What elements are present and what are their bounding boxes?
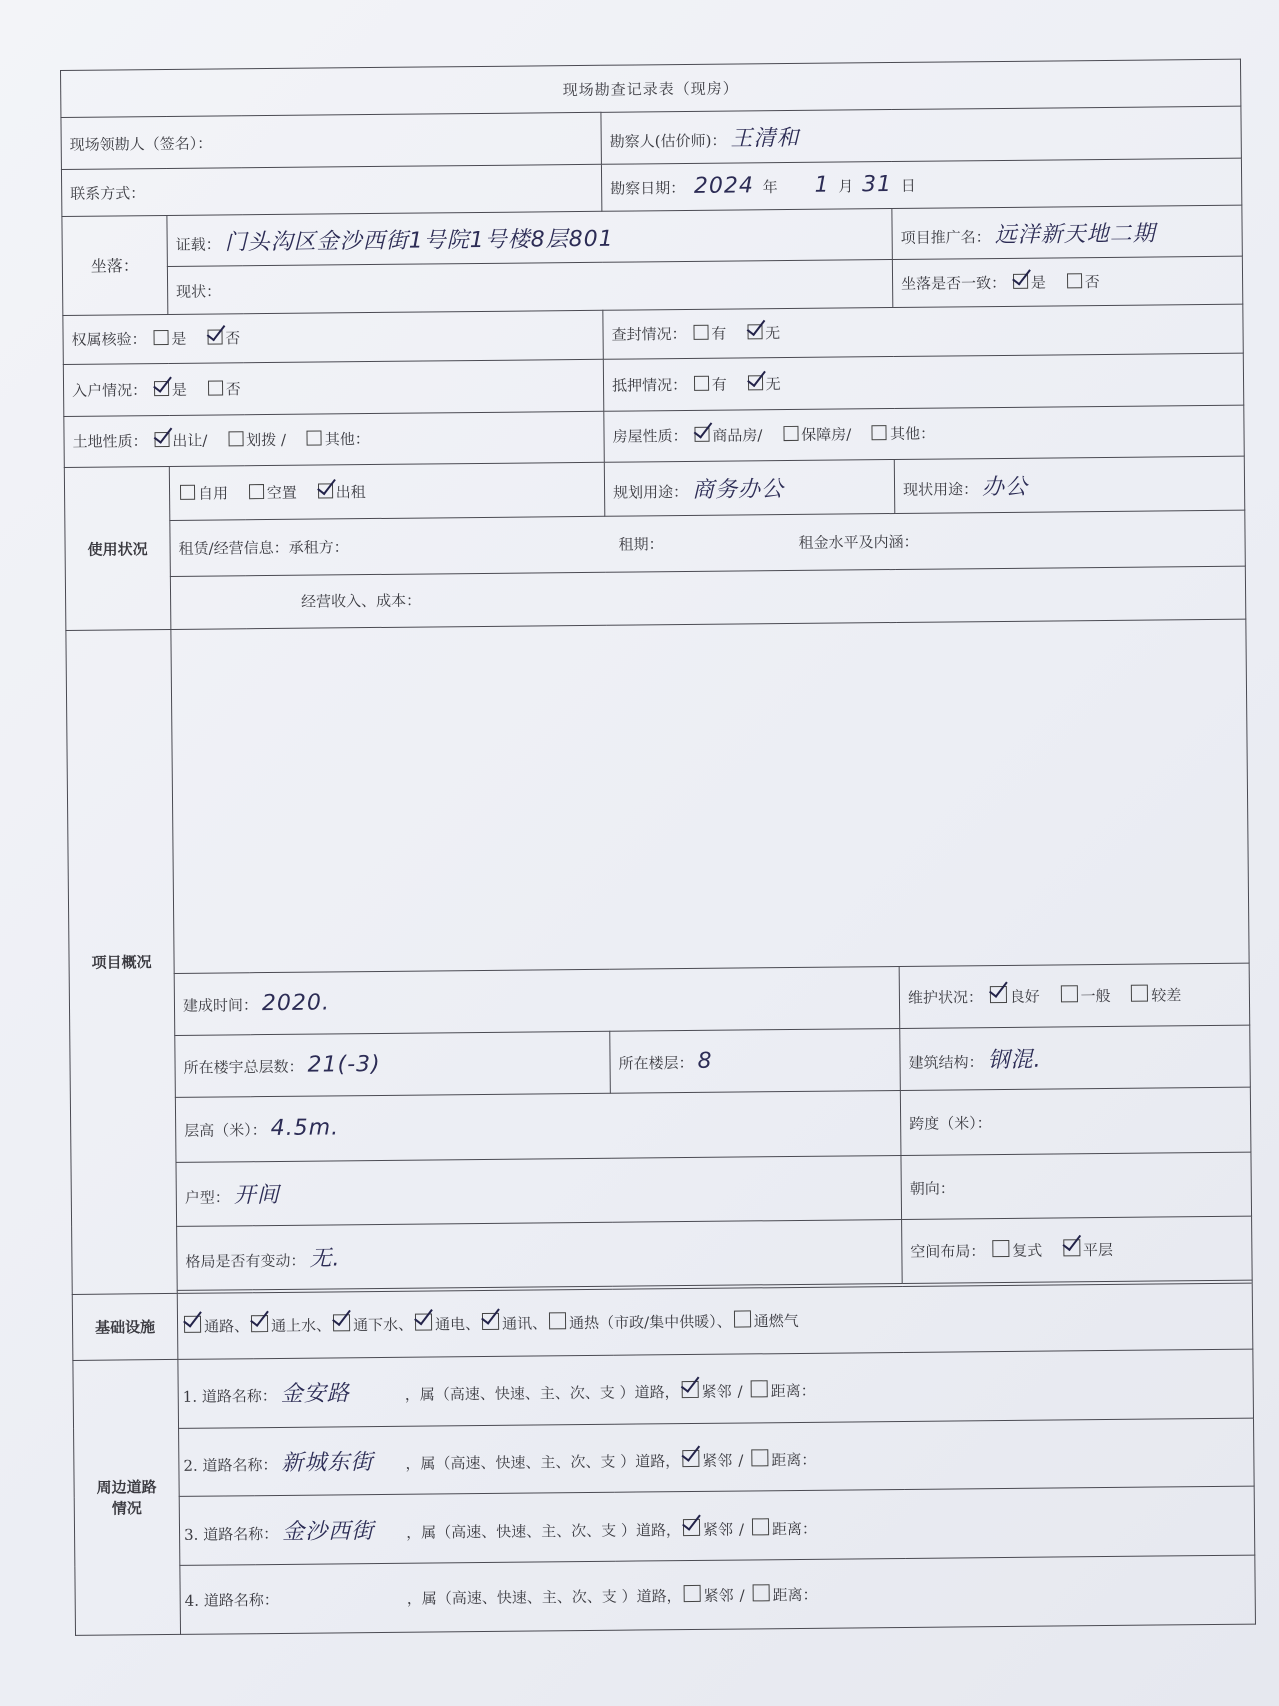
unit-type-label: 户型：	[184, 1188, 230, 1207]
option-label: 出让/	[172, 431, 208, 451]
survey-date-day-unit: 日	[900, 177, 916, 196]
infra-option-power[interactable]	[413, 1315, 480, 1334]
project-head: 项目概况	[66, 630, 177, 1294]
checkbox[interactable]	[549, 1312, 566, 1329]
survey-form-sheet	[60, 59, 1255, 1636]
guide-cell	[61, 113, 601, 170]
option-label: 通燃气	[753, 1311, 799, 1331]
usage-option-rented[interactable]	[316, 481, 366, 502]
layout-change-cell	[177, 1219, 903, 1290]
checkbox[interactable]	[482, 1313, 499, 1330]
adjacent-label: 紧邻	[702, 1520, 734, 1539]
location-consistent-cell	[892, 257, 1242, 308]
location-consistent-label: 坐落是否一致：	[901, 274, 1007, 294]
option-label: 良好	[1009, 987, 1040, 1006]
road-name-value[interactable]	[279, 1603, 407, 1604]
option-label: 自用	[197, 484, 229, 503]
space-layout-label: 空间布局：	[910, 1242, 986, 1262]
option-label: 否	[225, 329, 241, 348]
option-label: 出租	[335, 483, 366, 502]
checkbox[interactable]	[180, 485, 195, 500]
road-row-1	[178, 1349, 1254, 1428]
built-time-cell	[174, 966, 900, 1035]
road-grade-text: ，属（高速、快速、主、次、支 ）道路，	[406, 1520, 682, 1542]
built-time-value[interactable]: 2020.	[261, 990, 331, 1016]
checkbox[interactable]	[990, 986, 1007, 1003]
option-label: 通讯、	[502, 1314, 548, 1333]
ownership-cell	[63, 310, 603, 365]
checkbox[interactable]	[694, 427, 709, 442]
layout-change-value[interactable]: 无.	[309, 1246, 341, 1272]
adjacent-label: 紧邻	[702, 1451, 733, 1470]
option-label: 其他：	[889, 424, 936, 444]
maintenance-cell	[899, 963, 1250, 1029]
ownership-option-no[interactable]	[205, 328, 240, 349]
seizure-option-no[interactable]	[745, 322, 780, 343]
survey-date-day[interactable]: 31	[861, 172, 893, 198]
option-label: 其他：	[324, 430, 370, 449]
option-label: 是	[1030, 273, 1046, 292]
space-option-flat[interactable]	[1061, 1239, 1113, 1260]
entry-option-no[interactable]	[206, 378, 241, 399]
roads-head-line1: 周边道路	[96, 1478, 157, 1497]
road-grade-text: ，属（高速、快速、主、次、支 ）道路，	[404, 1383, 680, 1405]
roads-head-line2: 情况	[111, 1499, 142, 1518]
option-label: 通热（市政/集中供暖）、	[569, 1312, 732, 1332]
slash: /	[738, 1451, 744, 1470]
lease-label: 租赁/经营信息：承租方：	[178, 537, 349, 558]
checkbox[interactable]	[184, 1315, 201, 1332]
option-label: 平层	[1082, 1241, 1114, 1260]
land-cell	[64, 411, 604, 468]
checkbox[interactable]	[1131, 984, 1148, 1001]
entry-option-yes[interactable]	[152, 379, 187, 400]
road-prefix: 3. 道路名称：	[183, 1524, 279, 1544]
adjacent-checkbox[interactable]	[683, 1519, 700, 1536]
structure-cell	[900, 1025, 1251, 1091]
checkbox[interactable]	[307, 431, 322, 446]
survey-form-table	[60, 59, 1256, 1636]
option-label: 否	[1084, 273, 1100, 292]
current-use-value[interactable]: 办公	[981, 474, 1029, 501]
rent-level-label: 租金水平及内涵：	[798, 532, 919, 552]
total-floors-label: 所在楼宇总层数：	[183, 1057, 304, 1077]
road-row-3	[179, 1487, 1255, 1566]
infra-option-road[interactable]	[182, 1317, 249, 1336]
planned-use-cell	[604, 460, 895, 516]
entry-label: 入户情况：	[71, 380, 148, 400]
survey-date-year-unit: 年	[762, 178, 778, 197]
option-label: 商品房/	[712, 426, 763, 446]
infra-option-water-supply[interactable]	[249, 1316, 331, 1335]
usage-option-vacant[interactable]	[247, 482, 297, 503]
lease-info-cell	[170, 510, 1246, 576]
road-row-2	[179, 1418, 1255, 1497]
ownership-option-yes[interactable]	[151, 328, 186, 349]
survey-date-label: 勘察日期：	[610, 179, 686, 199]
checkbox[interactable]	[333, 1314, 350, 1331]
seizure-label: 查封情况：	[611, 325, 687, 345]
option-label: 否	[225, 380, 241, 399]
checkbox[interactable]	[207, 330, 222, 345]
checkbox[interactable]	[747, 325, 762, 340]
adjacent-label: 紧邻	[701, 1383, 732, 1402]
checkbox[interactable]	[1013, 274, 1028, 289]
road-prefix: 2. 道路名称：	[183, 1456, 278, 1475]
structure-label: 建筑结构：	[908, 1053, 984, 1072]
road-row-4	[180, 1555, 1256, 1634]
infra-head: 基础设施	[72, 1293, 178, 1361]
location-promo-value[interactable]: 远洋新天地二期	[994, 221, 1156, 248]
slash: /	[737, 1382, 743, 1401]
checkbox[interactable]	[228, 432, 243, 447]
surveyor-label: 勘察人(估价师)：	[609, 131, 727, 151]
mortgage-option-yes[interactable]	[692, 373, 727, 394]
planned-use-label: 规划用途：	[612, 482, 689, 502]
contact-value[interactable]	[145, 179, 153, 204]
checkbox[interactable]	[154, 381, 169, 396]
guide-value[interactable]	[212, 129, 220, 154]
option-label: 较差	[1151, 986, 1182, 1005]
total-floors-cell	[175, 1031, 611, 1097]
option-label: 通路、	[203, 1317, 250, 1336]
distance-label: 距离：	[771, 1450, 817, 1470]
checkbox[interactable]	[249, 484, 264, 499]
location-status-cell	[167, 260, 892, 314]
total-floors-value[interactable]: 21(-3)	[307, 1052, 381, 1078]
income-label: 经营收入、成本：	[301, 591, 422, 612]
floor-height-label: 层高（米）：	[184, 1121, 267, 1141]
adjacent-checkbox[interactable]	[682, 1450, 699, 1467]
unit-type-cell	[176, 1155, 902, 1226]
form-title: 现场勘查记录表（现房）	[61, 59, 1241, 118]
checkbox[interactable]	[872, 425, 887, 440]
checkbox[interactable]	[318, 483, 333, 498]
checkbox[interactable]	[1060, 985, 1077, 1002]
road-grade-text: ，属（高速、快速、主、次、支 ）道路，	[406, 1586, 682, 1608]
option-label: 是	[171, 380, 187, 399]
contact-label: 联系方式：	[70, 184, 146, 204]
span-label: 跨度（米）：	[909, 1114, 992, 1134]
distance-label: 距离：	[771, 1519, 818, 1538]
land-option-grant[interactable]	[152, 430, 207, 452]
distance-checkbox[interactable]	[751, 1381, 768, 1398]
checkbox[interactable]	[693, 325, 708, 340]
layout-change-label: 格局是否有变动：	[185, 1251, 306, 1272]
location-promo-cell	[892, 205, 1243, 260]
contact-cell	[61, 164, 601, 216]
maint-option-average[interactable]	[1058, 985, 1110, 1006]
road-grade-text: ，属（高速、快速、主、次、支 ）道路，	[405, 1452, 681, 1473]
mortgage-cell	[603, 353, 1244, 411]
adjacent-checkbox[interactable]	[681, 1381, 698, 1398]
house-option-affordable[interactable]	[781, 424, 851, 446]
facing-cell	[901, 1152, 1252, 1220]
location-cert-value[interactable]: 门头沟区金沙西街1号院1号楼8层801	[224, 226, 614, 256]
checkbox[interactable]	[208, 380, 223, 395]
house-cell	[604, 405, 1245, 463]
facing-value[interactable]	[955, 1174, 963, 1199]
distance-checkbox[interactable]	[752, 1518, 769, 1535]
infra-options-cell	[177, 1283, 1253, 1360]
survey-date-cell	[601, 158, 1241, 211]
slash: /	[739, 1586, 745, 1605]
span-value[interactable]	[992, 1109, 1000, 1134]
distance-label: 距离：	[772, 1585, 818, 1604]
mortgage-option-no[interactable]	[746, 373, 781, 394]
option-label: 有	[711, 375, 727, 394]
checkbox[interactable]	[153, 330, 168, 345]
option-label: 保障房/	[801, 425, 852, 445]
current-use-cell	[894, 456, 1245, 513]
checkbox[interactable]	[734, 1310, 751, 1327]
checkbox[interactable]	[154, 432, 169, 447]
checkbox[interactable]	[415, 1313, 432, 1330]
seizure-cell	[603, 304, 1243, 360]
survey-date-month-unit: 月	[838, 177, 854, 196]
option-label: 无	[765, 374, 781, 394]
checkbox[interactable]	[783, 426, 798, 441]
option-label: 通上水、	[270, 1316, 332, 1335]
entry-cell	[63, 359, 603, 416]
option-label: 通下水、	[353, 1315, 414, 1335]
checkbox[interactable]	[694, 376, 709, 391]
space-layout-cell	[902, 1216, 1253, 1284]
road-prefix: 1. 道路名称：	[182, 1387, 277, 1407]
checkbox[interactable]	[748, 375, 763, 390]
location-status-label: 现状：	[176, 282, 222, 301]
usage-options-cell	[169, 462, 604, 520]
distance-checkbox[interactable]	[753, 1584, 770, 1601]
land-option-other[interactable]	[305, 428, 370, 450]
house-label: 房屋性质：	[612, 427, 688, 447]
maint-option-good[interactable]	[988, 985, 1040, 1006]
guide-label: 现场领勘人（签名）：	[69, 134, 213, 154]
floor-cell	[610, 1028, 901, 1093]
infra-option-heating[interactable]	[547, 1312, 732, 1332]
checkbox[interactable]	[992, 1240, 1009, 1257]
floor-label: 所在楼层：	[618, 1054, 694, 1073]
option-label: 复式	[1012, 1241, 1043, 1261]
road-name-value[interactable]: 金沙西街	[282, 1518, 375, 1545]
current-use-label: 现状用途：	[902, 480, 979, 499]
floor-height-value[interactable]: 4.5m.	[270, 1115, 340, 1142]
maint-option-poor[interactable]	[1129, 984, 1181, 1005]
option-label: 无	[765, 324, 781, 343]
location-head: 坐落：	[62, 215, 168, 315]
option-label: 有	[711, 324, 727, 344]
checkbox[interactable]	[1063, 1239, 1080, 1256]
project-blank-area[interactable]	[171, 619, 1249, 973]
planned-use-value[interactable]: 商务办公	[691, 476, 785, 503]
span-cell	[900, 1087, 1251, 1155]
location-promo-label: 项目推广名：	[900, 227, 991, 247]
facing-label: 朝向：	[909, 1179, 955, 1198]
road-prefix: 4. 道路名称：	[184, 1590, 279, 1610]
maintenance-label: 维护状况：	[907, 987, 984, 1007]
option-label: 空置	[266, 483, 297, 502]
ownership-label: 权属核验：	[71, 330, 147, 350]
seizure-option-yes[interactable]	[691, 323, 726, 344]
adjacent-label: 紧邻	[703, 1586, 734, 1605]
usage-option-self[interactable]	[178, 482, 228, 503]
adjacent-checkbox[interactable]	[683, 1584, 700, 1601]
distance-checkbox[interactable]	[751, 1449, 768, 1466]
infra-option-telecom[interactable]	[480, 1314, 547, 1333]
structure-value[interactable]: 钢混.	[987, 1047, 1042, 1074]
survey-date-month[interactable]: 1	[814, 172, 830, 199]
checkbox[interactable]	[251, 1315, 268, 1332]
infra-option-drainage[interactable]	[331, 1315, 413, 1334]
option-label: 一般	[1080, 986, 1111, 1006]
mortgage-label: 抵押情况：	[611, 375, 688, 395]
floor-value[interactable]: 8	[697, 1048, 713, 1074]
checkbox[interactable]	[1067, 273, 1082, 288]
surveyor-cell	[601, 106, 1242, 164]
road-name-value[interactable]: 金安路	[280, 1381, 350, 1408]
consistent-option-yes[interactable]	[1011, 272, 1046, 293]
location-cert-cell	[167, 208, 892, 266]
slash: /	[738, 1520, 745, 1539]
road-name-value[interactable]: 新城东街	[281, 1450, 374, 1477]
space-option-duplex[interactable]	[990, 1240, 1042, 1261]
distance-label: 距离：	[770, 1382, 816, 1401]
option-label: 是	[171, 330, 187, 349]
built-time-label: 建成时间：	[182, 995, 259, 1015]
roads-head	[73, 1359, 181, 1635]
land-option-allocation[interactable]	[226, 429, 286, 451]
surveyor-value[interactable]: 王清和	[730, 125, 800, 152]
location-status-value[interactable]	[221, 277, 229, 302]
location-cert-label: 证载：	[175, 235, 221, 254]
option-label: 划拨 /	[246, 431, 287, 450]
infra-option-gas[interactable]	[732, 1312, 799, 1331]
option-label: 通电、	[435, 1314, 481, 1334]
consistent-option-no[interactable]	[1065, 271, 1100, 292]
house-option-other[interactable]	[870, 423, 935, 445]
house-option-commercial[interactable]	[692, 425, 762, 447]
usage-head: 使用状况	[64, 467, 171, 631]
lease-term-label: 租期：	[618, 534, 664, 554]
floor-height-cell	[175, 1091, 901, 1162]
survey-date-year[interactable]: 2024	[693, 173, 755, 200]
unit-type-value[interactable]: 开间	[233, 1182, 280, 1209]
land-label: 土地性质：	[72, 432, 148, 452]
